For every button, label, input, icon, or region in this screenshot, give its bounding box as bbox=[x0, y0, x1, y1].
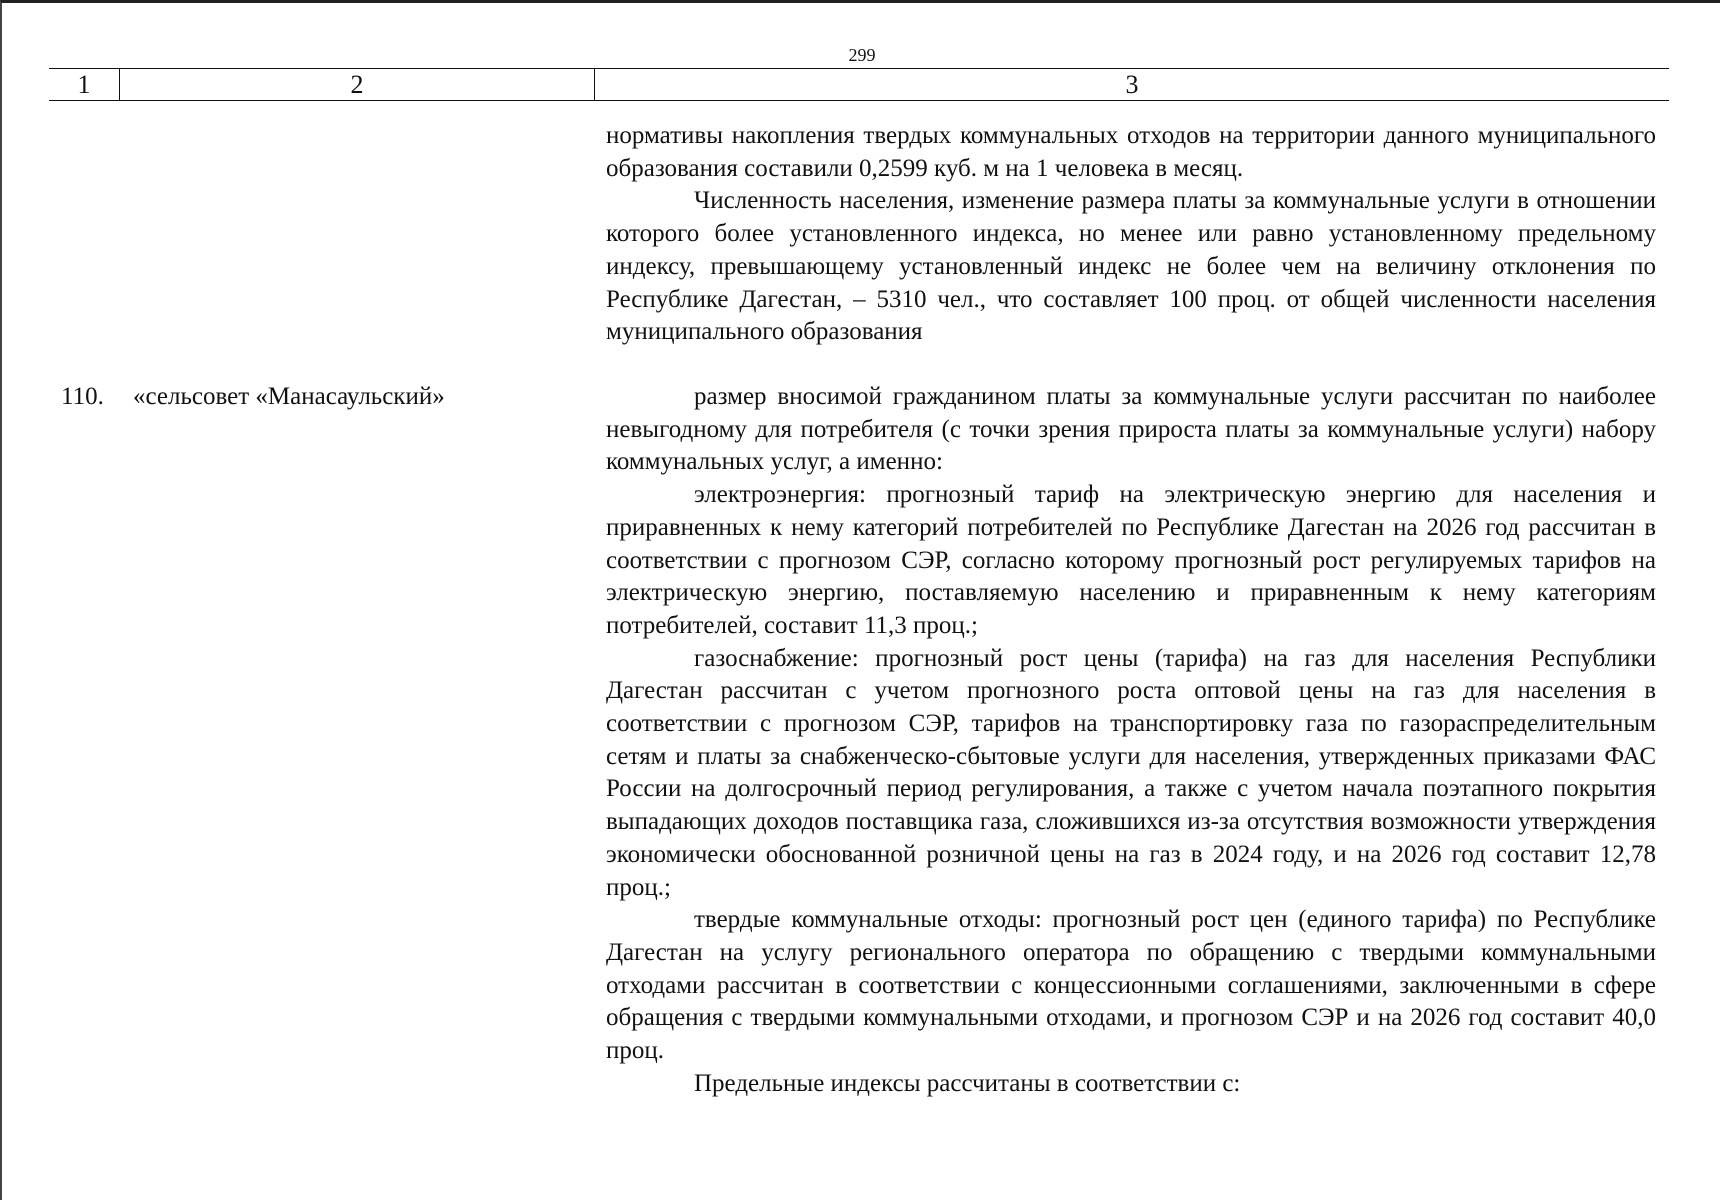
table-header-col1: 1 bbox=[77, 70, 91, 99]
page-number: 299 bbox=[848, 45, 876, 65]
table-header-row bbox=[49, 68, 1669, 101]
prev-row-content bbox=[606, 120, 1656, 349]
prev-row-paragraph: нормативы накопления твердых коммунальных отходов на территории данного муниципального образования составили 0,2599 куб. м на 1 человека в месяц. bbox=[606, 122, 1656, 182]
row-paragraph: твердые коммунальные отходы: прогнозный рост цен (единого тарифа) по Республике Дагестан на услугу регионального оператора по обращению с твердыми коммунальными отходами рассчитан в соответствии с концессионными соглашениями, заключенными в сфере обращения с твердыми коммунальными отходами, и прогнозом СЭР и на 2026 год составит 40,0 проц. bbox=[606, 906, 1656, 1065]
row-number: 110. bbox=[61, 383, 104, 410]
prev-row-paragraph: Численность населения, изменение размера платы за коммунальные услуги в отношении которого более установленного индекса, но менее или равно установленному предельному индексу, превышающему установленный индекс не более чем на величину отклонения по Республике Дагестан, – 5310 чел., что составляет 100 проц. от общей численности населения муниципального образования bbox=[606, 187, 1656, 346]
row-municipality-name: «сельсовет «Манасаульский» bbox=[133, 383, 445, 410]
table-header-col2: 2 bbox=[119, 69, 594, 100]
table-header-col3: 3 bbox=[594, 69, 1669, 100]
row-paragraph: размер вносимой гражданином платы за коммунальные услуги рассчитан по наиболее невыгодному для потребителя (с точки зрения прироста платы за коммунальные услуги) набору коммунальных услуг, а именно: bbox=[606, 383, 1656, 476]
row-content bbox=[606, 381, 1656, 1100]
row-paragraph: электроэнергия: прогнозный тариф на электрическую энергию для населения и приравненных к нему категорий потребителей по Республике Дагестан на 2026 год рассчитан в соответствии с прогнозом СЭР, согласно которому прогнозный рост регулируемых тарифов на электрическую энергию, поставляемую населению и приравненным к нему категориям потребителей, составит 11,3 проц.; bbox=[606, 481, 1656, 639]
row-paragraph: Предельные индексы рассчитаны в соответствии с: bbox=[694, 1069, 1241, 1097]
row-paragraph: газоснабжение: прогнозный рост цены (тарифа) на газ для населения Республики Дагестан рассчитан с учетом прогнозного роста оптовой цены на газ для населения в соответствии с прогнозом СЭР, тарифов на транспортировку газа по газораспределительным сетям и платы за снабженческо-сбытовые услуги для населения, утвержденных приказами ФАС России на долгосрочный период регулирования, а также с учетом начала поэтапного покрытия выпадающих доходов поставщика газа, сложившихся из-за отсутствия возможности утверждения экономически обоснованной розничной цены на газ в 2024 году, и на 2026 год составит 12,78 проц.; bbox=[606, 644, 1656, 901]
